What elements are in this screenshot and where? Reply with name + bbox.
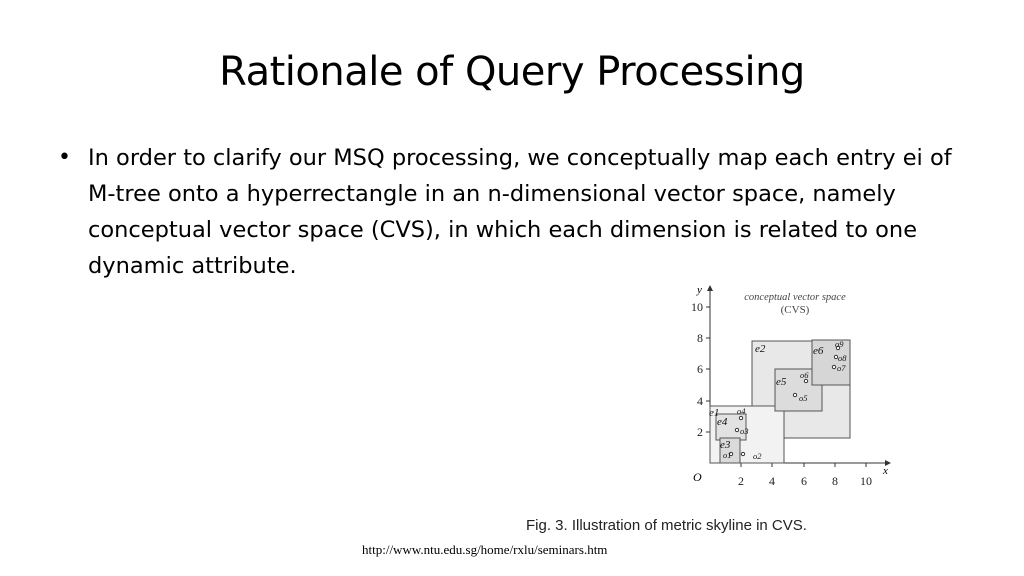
object-label-o7: o7	[837, 363, 846, 373]
x-tick-label: 6	[801, 474, 807, 488]
y-tick-labels	[691, 300, 710, 439]
slide-title: Rationale of Query Processing	[219, 49, 805, 95]
bullet-text: In order to clarify our MSQ processing, we conceptually map each entry ei of M-tree onto a hyperrectangle in an n-dimensional vector space, namely conceptual vector space (CVS), in which each dimension is related to one dynamic attribute.	[88, 145, 952, 279]
y-axis-label: y	[697, 284, 702, 296]
entry-label-e5: e5	[776, 376, 787, 388]
object-label-o8: o8	[838, 353, 847, 363]
y-tick-label: 8	[697, 331, 703, 345]
entry-label-e4: e4	[717, 416, 728, 428]
object-point-o7	[832, 365, 835, 368]
bullet-list	[58, 140, 978, 284]
cvs-heading-line2: (CVS)	[780, 304, 810, 316]
object-point-o2	[741, 452, 744, 455]
object-label-o5: o5	[799, 393, 808, 403]
cvs-figure	[680, 278, 910, 498]
origin-label: O	[693, 470, 702, 484]
y-tick-label: 6	[697, 362, 703, 376]
cvs-diagram	[680, 278, 910, 498]
bullet-dot-icon: •	[58, 145, 71, 170]
object-point-o5	[793, 393, 796, 396]
object-point-o4	[739, 416, 742, 419]
entry-label-e6: e6	[813, 345, 824, 357]
y-tick-label: 10	[691, 300, 703, 314]
x-axis-label: x	[883, 465, 888, 477]
x-tick-label: 2	[738, 474, 744, 488]
entry-label-e2: e2	[755, 343, 766, 355]
bullet-item	[58, 140, 978, 284]
object-label-o1: o1	[723, 450, 732, 460]
object-label-o4: o4	[737, 406, 746, 416]
footer-url[interactable]: http://www.ntu.edu.sg/home/rxlu/seminars.htm	[362, 542, 608, 557]
y-tick-label: 4	[697, 394, 703, 408]
x-tick-label: 4	[769, 474, 775, 488]
object-label-o3: o3	[740, 426, 749, 436]
object-point-o3	[735, 428, 738, 431]
object-label-o2: o2	[753, 451, 762, 461]
object-label-o9: o9	[835, 339, 844, 349]
object-label-o6: o6	[800, 370, 809, 380]
y-axis-arrow-icon	[707, 285, 713, 291]
x-tick-label: 10	[860, 474, 872, 488]
entry-label-e1: e1	[709, 407, 720, 419]
entry-label-e3: e3	[720, 439, 731, 451]
x-tick-labels	[738, 463, 872, 488]
x-tick-label: 8	[832, 474, 838, 488]
y-tick-label: 2	[697, 425, 703, 439]
cvs-heading-line1: conceptual vector space	[744, 292, 846, 303]
figure-caption: Fig. 3. Illustration of metric skyline in CVS.	[526, 517, 807, 534]
